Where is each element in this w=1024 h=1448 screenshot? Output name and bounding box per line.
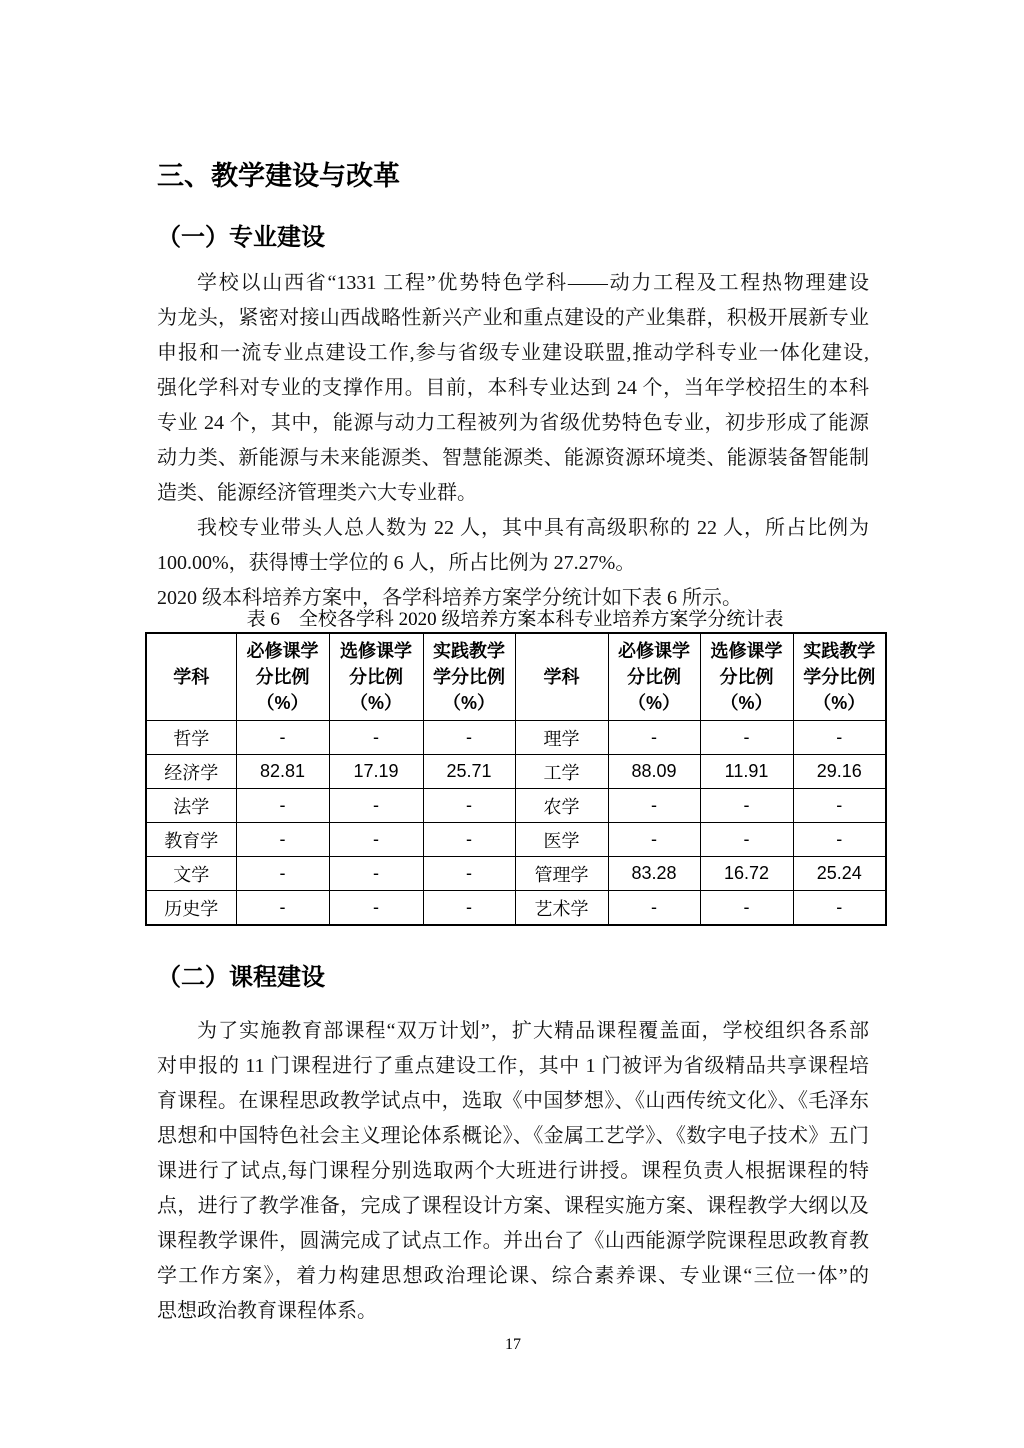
table-row bbox=[146, 789, 886, 823]
column-header-line: （%） bbox=[442, 693, 495, 713]
table-caption: 表 6 全校各学科 2020 级培养方案本科专业培养方案学分统计表 bbox=[246, 609, 784, 630]
discipline-cell: 经济学 bbox=[146, 755, 236, 789]
discipline-cell: 理学 bbox=[515, 721, 608, 755]
column-header bbox=[515, 633, 608, 721]
text-line: 造类、能源经济管理类六大专业群。 bbox=[157, 482, 477, 504]
discipline-cell: 医学 bbox=[515, 823, 608, 857]
text-line: 2020 级本科培养方案中，各学科培养方案学分统计如下表 6 所示。 bbox=[157, 587, 742, 609]
value-cell: - bbox=[423, 789, 515, 823]
column-header-line: 实践教学 bbox=[433, 641, 505, 661]
value-cell: - bbox=[423, 857, 515, 891]
value-cell: - bbox=[608, 721, 700, 755]
subsection-heading-major-construction: （一）专业建设 bbox=[157, 224, 325, 251]
value-cell: 29.16 bbox=[793, 755, 886, 789]
value-cell: - bbox=[423, 823, 515, 857]
column-header-line: （%） bbox=[256, 693, 309, 713]
main-heading: 三、教学建设与改革 bbox=[157, 161, 400, 191]
credits-table-wrap bbox=[145, 632, 876, 926]
column-header-line: 必修课学 bbox=[246, 641, 319, 661]
discipline-cell: 文学 bbox=[146, 857, 236, 891]
discipline-cell: 历史学 bbox=[146, 891, 236, 926]
column-header-line: 学分比例 bbox=[803, 667, 876, 687]
value-cell: - bbox=[236, 857, 329, 891]
discipline-cell: 教育学 bbox=[146, 823, 236, 857]
column-header-line: （%） bbox=[349, 693, 402, 713]
page-number: 17 bbox=[505, 1336, 521, 1353]
discipline-cell: 工学 bbox=[515, 755, 608, 789]
text-line: 动力类、新能源与未来能源类、智慧能源类、能源资源环境类、能源装备智能制 bbox=[157, 447, 869, 469]
column-header-line: 学科 bbox=[173, 667, 210, 687]
value-cell: - bbox=[329, 857, 423, 891]
value-cell: - bbox=[608, 891, 700, 926]
column-header-line: （%） bbox=[813, 693, 866, 713]
text-line: 强化学科对专业的支撑作用。目前，本科专业达到 24 个，当年学校招生的本科 bbox=[157, 377, 869, 399]
table-row bbox=[146, 823, 886, 857]
value-cell: - bbox=[793, 721, 886, 755]
column-header bbox=[608, 633, 700, 721]
value-cell: - bbox=[700, 789, 793, 823]
table-row bbox=[146, 891, 886, 926]
table-row bbox=[146, 857, 886, 891]
value-cell: - bbox=[236, 789, 329, 823]
text-line: 专业 24 个，其中，能源与动力工程被列为省级优势特色专业，初步形成了能源 bbox=[157, 412, 869, 434]
text-line: 为龙头，紧密对接山西战略性新兴产业和重点建设的产业集群，积极开展新专业 bbox=[157, 307, 869, 329]
column-header-line: （%） bbox=[627, 693, 680, 713]
value-cell: - bbox=[700, 891, 793, 926]
value-cell: 16.72 bbox=[700, 857, 793, 891]
value-cell: 88.09 bbox=[608, 755, 700, 789]
discipline-cell: 艺术学 bbox=[515, 891, 608, 926]
column-header-line: 选修课学 bbox=[340, 641, 412, 661]
column-header-line: 分比例 bbox=[719, 667, 774, 687]
text-line: 申报和一流专业点建设工作,参与省级专业建设联盟,推动学科专业一体化建设, bbox=[157, 342, 869, 364]
text-line: 育课程。在课程思政教学试点中，选取《中国梦想》、《山西传统文化》、《毛泽东 bbox=[157, 1090, 869, 1112]
text-line: 100.00%，获得博士学位的 6 人，所占比例为 27.27%。 bbox=[157, 552, 636, 574]
value-cell: - bbox=[793, 823, 886, 857]
column-header-line: 必修课学 bbox=[618, 641, 690, 661]
table-header-row bbox=[146, 633, 886, 721]
value-cell: - bbox=[236, 823, 329, 857]
column-header-line: 学科 bbox=[543, 667, 580, 687]
text-line: 课程教学课件，圆满完成了试点工作。并出台了《山西能源学院课程思政教育教 bbox=[157, 1230, 869, 1252]
column-header bbox=[700, 633, 793, 721]
text-line: 点，进行了教学准备，完成了课程设计方案、课程实施方案、课程教学大纲以及 bbox=[157, 1195, 869, 1217]
column-header-line: 分比例 bbox=[627, 667, 681, 687]
value-cell: 25.71 bbox=[423, 755, 515, 789]
column-header bbox=[329, 633, 423, 721]
document-page bbox=[157, 0, 876, 1355]
value-cell: - bbox=[793, 789, 886, 823]
table-row bbox=[146, 755, 886, 789]
discipline-cell: 哲学 bbox=[146, 721, 236, 755]
column-header bbox=[423, 633, 515, 721]
column-header bbox=[793, 633, 886, 721]
column-header-line: 实践教学 bbox=[803, 641, 876, 661]
text-line: 学校以山西省“1331 工程”优势特色学科——动力工程及工程热物理建设 bbox=[197, 272, 869, 294]
value-cell: - bbox=[793, 891, 886, 926]
column-header-line: 学分比例 bbox=[433, 667, 505, 687]
value-cell: 11.91 bbox=[700, 755, 793, 789]
value-cell: 82.81 bbox=[236, 755, 329, 789]
section2-body bbox=[157, 1014, 869, 1329]
value-cell: - bbox=[608, 823, 700, 857]
text-line: 课进行了试点,每门课程分别选取两个大班进行讲授。课程负责人根据课程的特 bbox=[157, 1160, 869, 1182]
text-line: 为了实施教育部课程“双万计划”，扩大精品课程覆盖面，学校组织各系部 bbox=[197, 1020, 869, 1042]
value-cell: - bbox=[236, 891, 329, 926]
section1-body bbox=[157, 266, 869, 616]
text-line: 思想政治教育课程体系。 bbox=[157, 1300, 377, 1322]
table-row bbox=[146, 721, 886, 755]
discipline-cell: 法学 bbox=[146, 789, 236, 823]
value-cell: - bbox=[236, 721, 329, 755]
value-cell: - bbox=[329, 789, 423, 823]
value-cell: - bbox=[700, 823, 793, 857]
text-line: 我校专业带头人总人数为 22 人，其中具有高级职称的 22 人，所占比例为 bbox=[197, 517, 869, 539]
value-cell: 83.28 bbox=[608, 857, 700, 891]
value-cell: - bbox=[329, 823, 423, 857]
subsection-heading-course-construction: （二）课程建设 bbox=[157, 964, 325, 991]
text-line: 学工作方案》，着力构建思想政治理论课、综合素养课、专业课“三位一体”的 bbox=[157, 1265, 869, 1287]
value-cell: - bbox=[423, 721, 515, 755]
text-line: 思想和中国特色社会主义理论体系概论》、《金属工艺学》、《数字电子技术》五门 bbox=[157, 1125, 869, 1147]
text-line: 对申报的 11 门课程进行了重点建设工作，其中 1 门被评为省级精品共享课程培 bbox=[157, 1055, 869, 1077]
value-cell: 25.24 bbox=[793, 857, 886, 891]
value-cell: - bbox=[700, 721, 793, 755]
column-header-line: 分比例 bbox=[349, 667, 403, 687]
column-header-line: 选修课学 bbox=[710, 641, 783, 661]
credits-statistics-table bbox=[145, 632, 887, 926]
value-cell: - bbox=[329, 891, 423, 926]
discipline-cell: 管理学 bbox=[515, 857, 608, 891]
value-cell: - bbox=[329, 721, 423, 755]
discipline-cell: 农学 bbox=[515, 789, 608, 823]
value-cell: 17.19 bbox=[329, 755, 423, 789]
column-header-line: 分比例 bbox=[255, 667, 310, 687]
column-header bbox=[236, 633, 329, 721]
value-cell: - bbox=[423, 891, 515, 926]
column-header bbox=[146, 633, 236, 721]
column-header-line: （%） bbox=[720, 693, 773, 713]
value-cell: - bbox=[608, 789, 700, 823]
